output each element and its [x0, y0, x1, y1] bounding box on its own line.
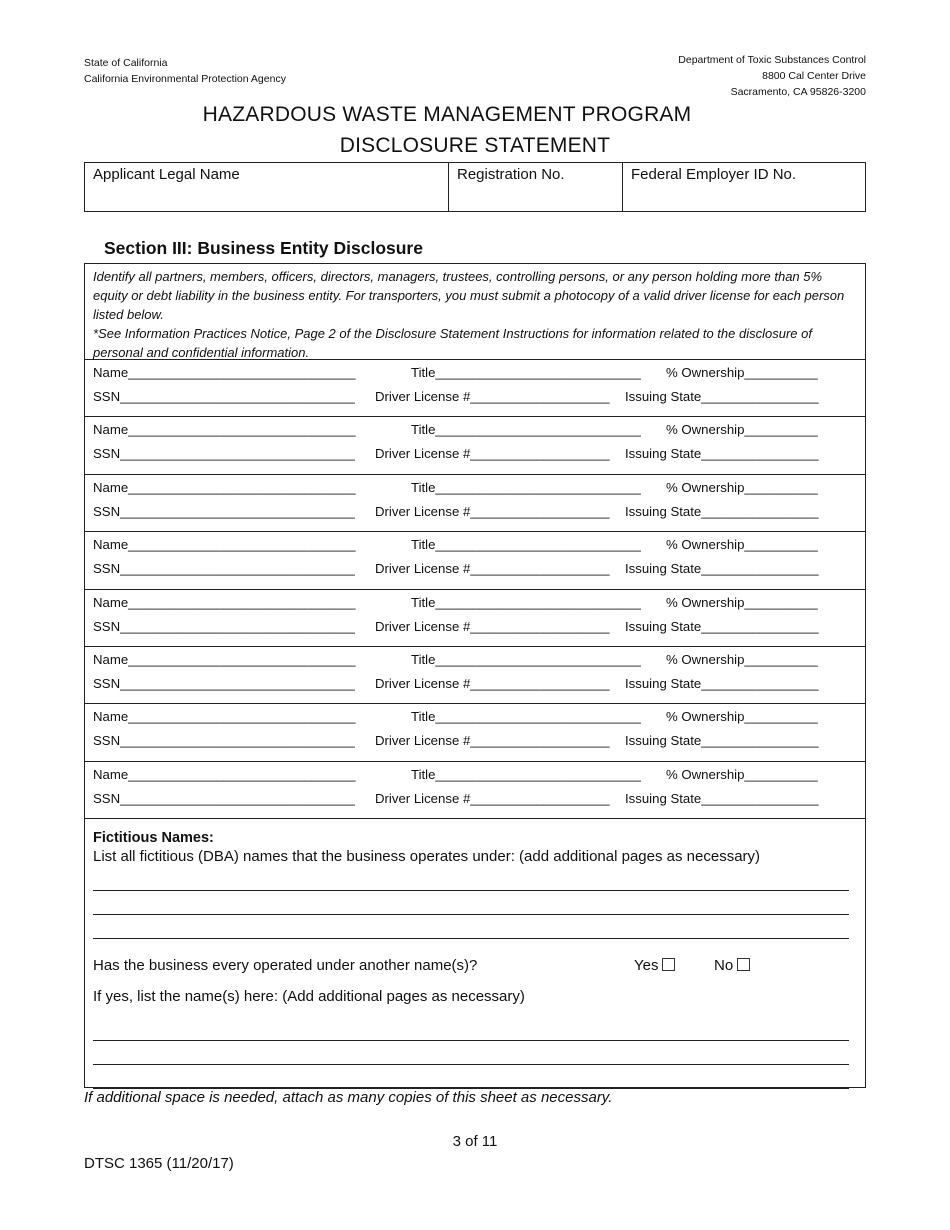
person-entry: [85, 417, 865, 474]
registration-field[interactable]: [449, 163, 623, 211]
name-field[interactable]: Name_______________________________: [93, 651, 356, 667]
section-title: Section III: Business Entity Disclosure: [104, 238, 423, 258]
city-address: Sacramento, CA 95826-3200: [730, 86, 866, 98]
issuing-state-field[interactable]: Issuing State________________: [625, 446, 819, 462]
issuing-state-field[interactable]: Issuing State________________: [625, 733, 819, 749]
department-label: Department of Toxic Substances Control: [678, 54, 866, 66]
instructions: [85, 264, 865, 360]
fein-field[interactable]: [623, 163, 865, 211]
page-number: 3 of 11: [452, 1133, 498, 1150]
issuing-state-field[interactable]: Issuing State________________: [625, 503, 819, 519]
ssn-field[interactable]: SSN________________________________: [93, 561, 355, 577]
person-entry: [85, 475, 865, 532]
no-label: No: [714, 957, 734, 975]
fictitious-names-section: [85, 819, 865, 1089]
registration-label: Registration No.: [457, 166, 565, 183]
agency-label: California Environmental Protection Agency: [84, 73, 286, 85]
other-name-line[interactable]: [93, 1017, 849, 1041]
ownership-field[interactable]: % Ownership__________: [666, 594, 818, 610]
dba-line[interactable]: [93, 891, 849, 915]
ssn-field[interactable]: SSN________________________________: [93, 446, 355, 462]
fictitious-label: Fictitious Names:: [93, 830, 214, 847]
name-field[interactable]: Name_______________________________: [93, 365, 356, 380]
fictitious-instructions: List all fictitious (DBA) names that the business operates under: (add additional pages as necessary): [93, 848, 761, 866]
driver-license-field[interactable]: Driver License #___________________: [375, 446, 610, 462]
dba-line[interactable]: [93, 915, 849, 939]
driver-license-field[interactable]: Driver License #___________________: [375, 733, 610, 749]
agency-header: [84, 55, 286, 87]
no-checkbox[interactable]: [737, 958, 750, 971]
driver-license-field[interactable]: Driver License #___________________: [375, 675, 610, 691]
title-field[interactable]: Title____________________________: [411, 594, 641, 610]
issuing-state-field[interactable]: Issuing State________________: [625, 675, 819, 691]
state-label: State of California: [84, 57, 168, 69]
title-field[interactable]: Title____________________________: [411, 709, 641, 725]
driver-license-field[interactable]: Driver License #___________________: [375, 503, 610, 519]
street-address: 8800 Cal Center Drive: [762, 70, 866, 82]
yes-label: Yes: [634, 957, 659, 975]
ssn-field[interactable]: SSN________________________________: [93, 675, 355, 691]
issuing-state-field[interactable]: Issuing State________________: [625, 790, 819, 806]
ownership-field[interactable]: % Ownership__________: [666, 709, 818, 725]
title-field[interactable]: Title____________________________: [411, 537, 641, 553]
name-field[interactable]: Name_______________________________: [93, 709, 356, 725]
person-entry: [85, 704, 865, 761]
if-yes-instructions: If yes, list the name(s) here: (Add additional pages as necessary): [93, 988, 525, 1006]
driver-license-field[interactable]: Driver License #___________________: [375, 790, 610, 806]
person-entry: [85, 647, 865, 704]
driver-license-field[interactable]: Driver License #___________________: [375, 561, 610, 577]
title-field[interactable]: Title____________________________: [411, 422, 641, 438]
ownership-field[interactable]: % Ownership__________: [666, 766, 818, 782]
disclosure-box: [84, 263, 866, 1088]
driver-license-field[interactable]: Driver License #___________________: [375, 618, 610, 634]
name-field[interactable]: Name_______________________________: [93, 594, 356, 610]
name-field[interactable]: Name_______________________________: [93, 422, 356, 438]
department-address: [678, 52, 866, 100]
yes-checkbox[interactable]: [662, 958, 675, 971]
ownership-field[interactable]: % Ownership__________: [666, 422, 818, 438]
document-title: DISCLOSURE STATEMENT: [339, 134, 611, 157]
ssn-field[interactable]: SSN________________________________: [93, 618, 355, 634]
other-name-line[interactable]: [93, 1041, 849, 1065]
name-field[interactable]: Name_______________________________: [93, 537, 356, 553]
person-list: [85, 360, 865, 819]
other-name-question: [93, 957, 857, 979]
person-entry: [85, 360, 865, 417]
other-name-line[interactable]: [93, 1065, 849, 1089]
ownership-field[interactable]: % Ownership__________: [666, 651, 818, 667]
ssn-field[interactable]: SSN________________________________: [93, 733, 355, 749]
ownership-field[interactable]: % Ownership__________: [666, 479, 818, 495]
ssn-field[interactable]: SSN________________________________: [93, 790, 355, 806]
ssn-field[interactable]: SSN________________________________: [93, 389, 355, 404]
title-field[interactable]: Title____________________________: [411, 766, 641, 782]
ownership-field[interactable]: % Ownership__________: [666, 537, 818, 553]
ownership-field[interactable]: % Ownership__________: [666, 365, 818, 380]
person-entry: [85, 590, 865, 647]
instructions-text: Identify all partners, members, officers, directors, managers, trustees, controlling persons, or any person holding more than 5% equity or debt liability in the business entity. For transporters, you must submit a photocopy of a valid driver license for each person listed below.: [93, 269, 845, 322]
legal-name-field[interactable]: [85, 163, 449, 211]
person-entry: [85, 532, 865, 589]
no-option[interactable]: [714, 957, 750, 974]
space-note: If additional space is needed, attach as many copies of this sheet as necessary.: [84, 1089, 613, 1106]
title-field[interactable]: Title____________________________: [411, 365, 641, 380]
person-entry: [85, 762, 865, 819]
title-field[interactable]: Title____________________________: [411, 651, 641, 667]
name-field[interactable]: Name_______________________________: [93, 766, 356, 782]
issuing-state-field[interactable]: Issuing State________________: [625, 561, 819, 577]
ssn-field[interactable]: SSN________________________________: [93, 503, 355, 519]
legal-name-label: Applicant Legal Name: [93, 166, 240, 183]
issuing-state-field[interactable]: Issuing State________________: [625, 389, 819, 404]
name-field[interactable]: Name_______________________________: [93, 479, 356, 495]
privacy-notice: *See Information Practices Notice, Page 2 of the Disclosure Statement Instructions for information related to the disclosure of personal and confidential information.: [93, 326, 812, 360]
question-text: Has the business every operated under another name(s)?: [93, 957, 478, 975]
driver-license-field[interactable]: Driver License #___________________: [375, 389, 610, 404]
applicant-id-table: [84, 162, 866, 212]
title-field[interactable]: Title____________________________: [411, 479, 641, 495]
form-number: DTSC 1365 (11/20/17): [84, 1155, 234, 1172]
dba-line[interactable]: [93, 867, 849, 891]
yes-option[interactable]: [634, 957, 675, 974]
fein-label: Federal Employer ID No.: [631, 166, 797, 183]
program-title: HAZARDOUS WASTE MANAGEMENT PROGRAM: [202, 103, 692, 126]
issuing-state-field[interactable]: Issuing State________________: [625, 618, 819, 634]
